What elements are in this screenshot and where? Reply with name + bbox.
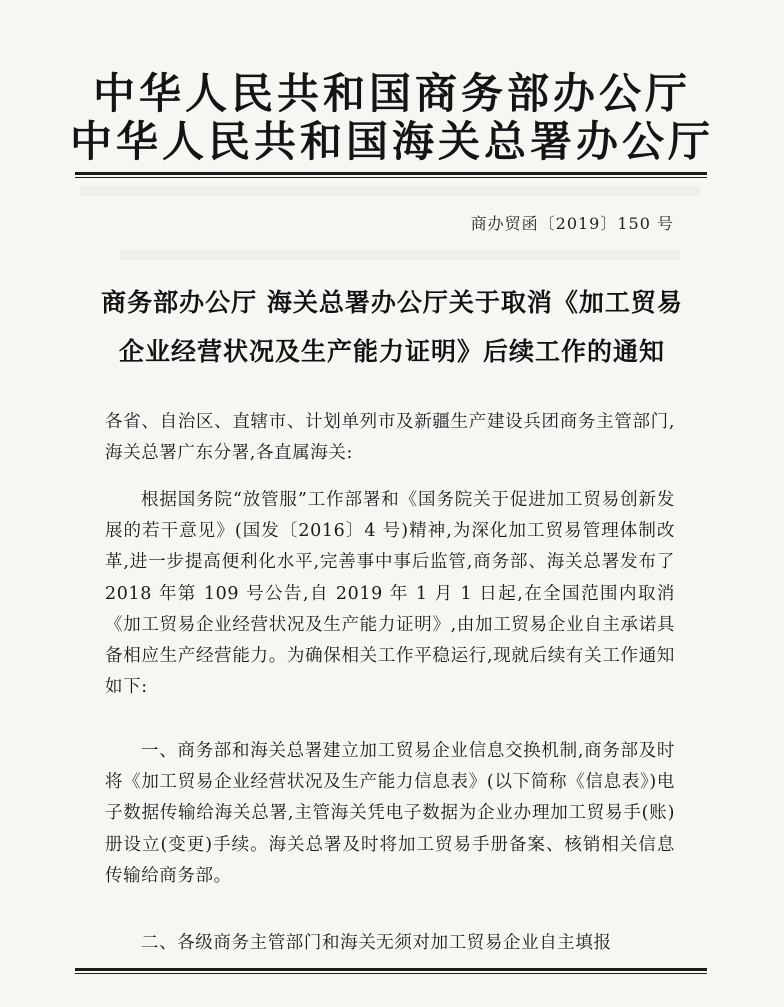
header-rule-thin	[75, 177, 707, 178]
document-number: 商办贸函〔2019〕150 号	[470, 214, 674, 233]
footer-rule-thin	[75, 973, 707, 974]
issuer-header-commerce: 中华人民共和国商务部办公厅	[92, 69, 691, 118]
scan-bleed-mark	[120, 250, 680, 260]
notice-title-line1: 商务部办公厅 海关总署办公厅关于取消《加工贸易	[101, 288, 683, 317]
footer-rule-thick	[75, 968, 707, 971]
addressee: 各省、自治区、直辖市、计划单列市及新疆生产建设兵团商务主管部门,海关总署广东分署,各直属海关:	[105, 412, 675, 464]
scan-bleed-mark	[80, 186, 700, 196]
paragraph-item-2: 二、各级商务主管部门和海关无须对加工贸易企业自主填报	[141, 933, 612, 953]
paragraph-intro: 根据国务院“放管服”工作部署和《国务院关于促进加工贸易创新发展的若干意见》(国发〔2016〕4 号)精神,为深化加工贸易管理体制改革,进一步提高便利化水平,完善事中事后监管,商务部、海关总署发布了 2018 年第 109 号公告,自 2019 年 1 月 1 日起,在全国范围内取消《加工贸易企业经营状况及生产能力证明》,由加工贸易企业自主承诺具备相应生产经营能力。为确保相关工作平稳运行,现就后续有关工作通知如下:	[105, 490, 675, 698]
header-rule-thick	[75, 172, 707, 175]
issuer-header-customs: 中华人民共和国海关总署办公厅	[69, 117, 714, 166]
notice-title-line2: 企业经营状况及生产能力证明》后续工作的通知	[118, 337, 665, 366]
paragraph-item-1: 一、商务部和海关总署建立加工贸易企业信息交换机制,商务部及时将《加工贸易企业经营状况及生产能力信息表》(以下简称《信息表》)电子数据传输给海关总署,主管海关凭电子数据为企业办理加工贸易手(账)册设立(变更)手续。海关总署及时将加工贸易手册备案、核销相关信息传输给商务部。	[105, 741, 675, 886]
